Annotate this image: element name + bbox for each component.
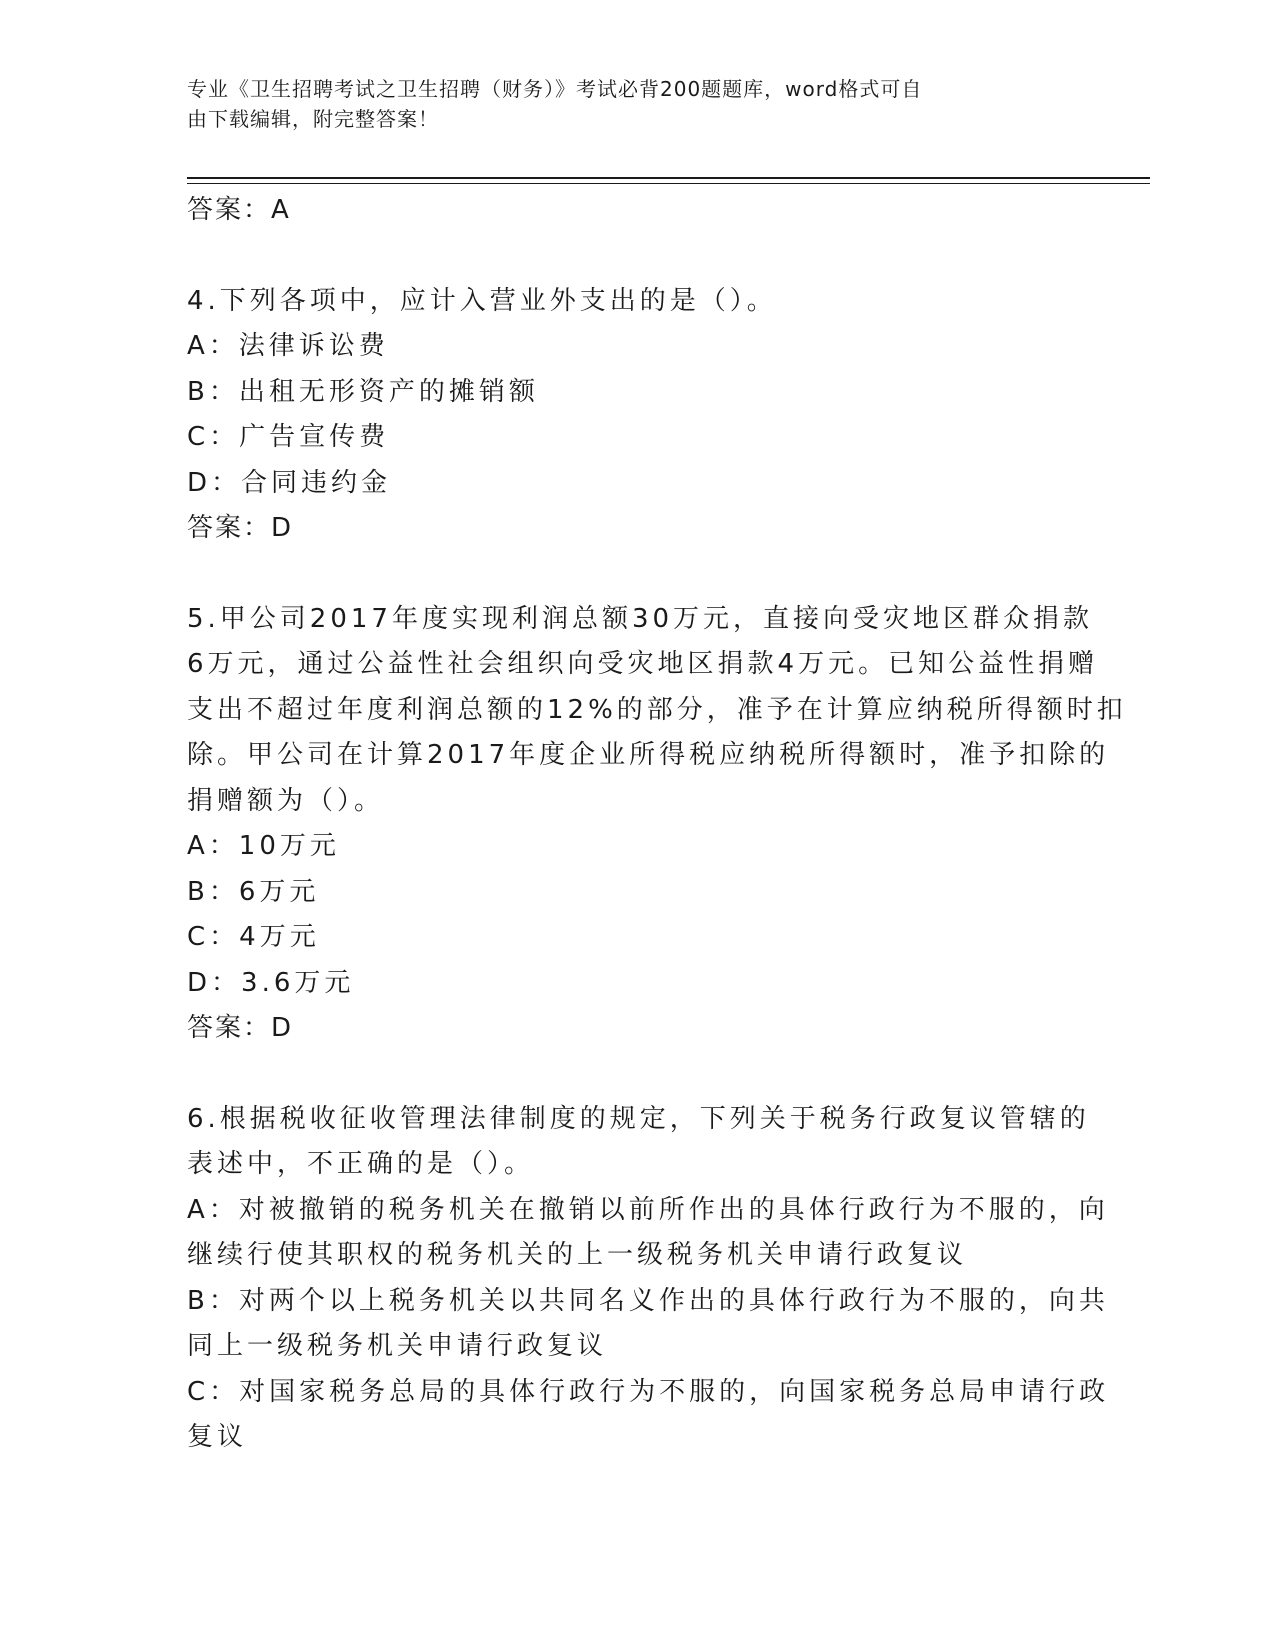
option-c-line: 复议 <box>187 1422 248 1452</box>
question-stem-line: 6万元，通过公益性社会组织向受灾地区捐款4万元。已知公益性捐赠 <box>187 649 1099 679</box>
option-a: A：10万元 <box>187 831 340 861</box>
option-b: B：出租无形资产的摊销额 <box>187 376 539 407</box>
header-rule-thick <box>187 177 1150 179</box>
spacer <box>187 552 1087 597</box>
option-a: A：法律诉讼费 <box>187 331 389 361</box>
option-d: D：3.6万元 <box>187 967 355 998</box>
previous-answer: 答案：A <box>187 195 291 225</box>
question-stem-line: 5.甲公司2017年度实现利润总额30万元，直接向受灾地区群众捐款 <box>187 603 1094 634</box>
document-header <box>187 74 1067 134</box>
question-stem-line: 6.根据税收征收管理法律制度的规定，下列关于税务行政复议管辖的 <box>187 1103 1090 1134</box>
option-c: C：广告宣传费 <box>187 422 390 452</box>
option-c: C：4万元 <box>187 922 320 952</box>
option-a-line: A：对被撤销的税务机关在撤销以前所作出的具体行政行为不服的，向 <box>187 1194 1109 1225</box>
option-b: B：6万元 <box>187 876 320 907</box>
header-line-1: 专业《卫生招聘考试之卫生招聘（财务）》考试必背200题题库，word格式可自 <box>187 77 923 101</box>
question-5 <box>187 597 1127 1052</box>
option-a-line: 继续行使其职权的税务机关的上一级税务机关申请行政复议 <box>187 1240 968 1270</box>
option-b-line: B：对两个以上税务机关以共同名义作出的具体行政行为不服的，向共 <box>187 1285 1109 1316</box>
spacer <box>187 234 1087 279</box>
answer: 答案：D <box>187 513 294 543</box>
question-6 <box>187 1097 1110 1461</box>
option-b-line: 同上一级税务机关申请行政复议 <box>187 1331 608 1361</box>
header-rule-thin <box>187 183 1150 184</box>
question-content <box>187 188 1127 1461</box>
answer: 答案：D <box>187 1013 294 1043</box>
header-line-2: 由下载编辑，附完整答案！ <box>187 107 439 131</box>
question-stem-line: 表述中，不正确的是（）。 <box>187 1149 535 1179</box>
spacer <box>187 1052 1087 1097</box>
question-stem-line: 支出不超过年度利润总额的12%的部分，准予在计算应纳税所得额时扣 <box>187 694 1127 725</box>
option-d: D：合同违约金 <box>187 467 392 498</box>
question-stem-line: 除。甲公司在计算2017年度企业所得税应纳税所得额时，准予扣除的 <box>187 740 1110 770</box>
question-stem-line: 捐赠额为（）。 <box>187 785 385 816</box>
question-stem: 4.下列各项中，应计入营业外支出的是（）。 <box>187 285 777 316</box>
option-c-line: C：对国家税务总局的具体行政行为不服的，向国家税务总局申请行政 <box>187 1376 1110 1407</box>
question-4 <box>187 279 1087 552</box>
